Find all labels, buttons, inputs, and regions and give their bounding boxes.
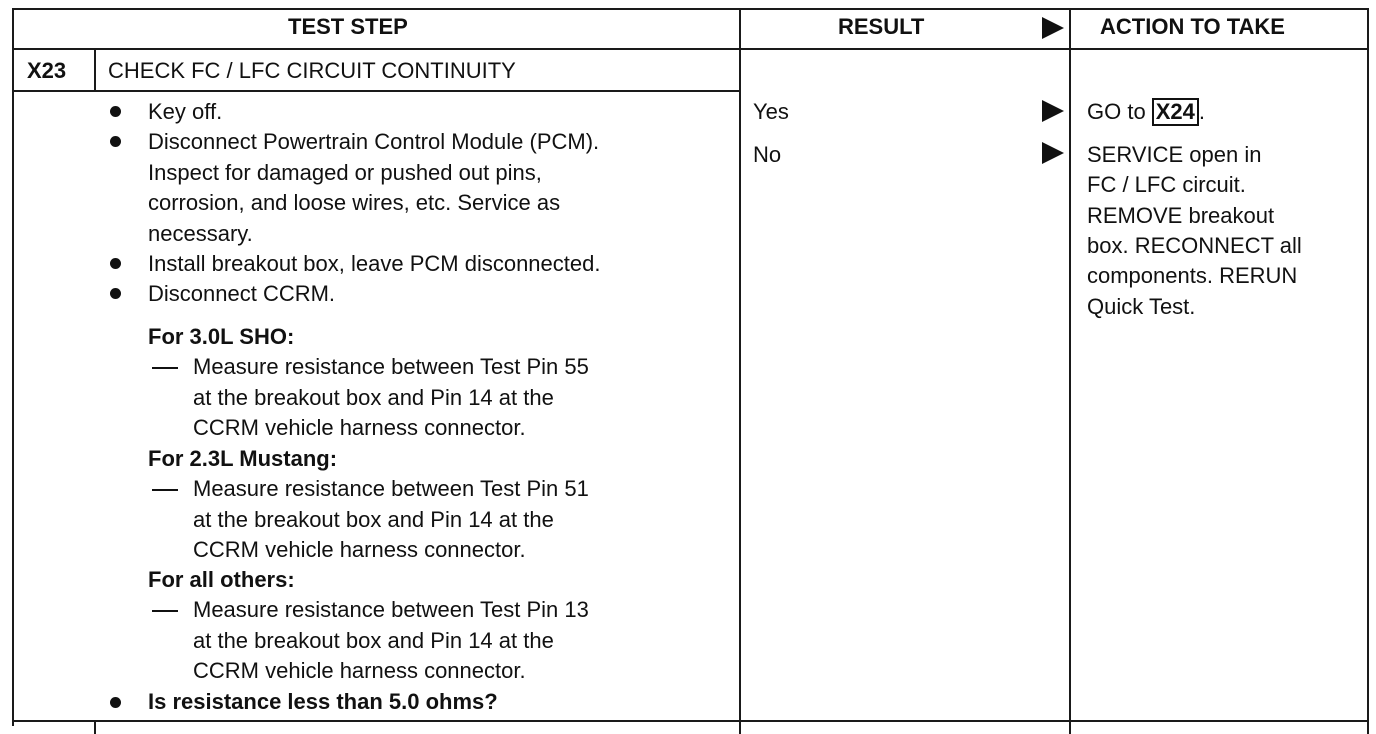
result-divider xyxy=(739,8,741,734)
mustang-line: at the breakout box and Pin 14 at the xyxy=(193,507,554,532)
result-yes: Yes xyxy=(753,99,789,124)
question: Is resistance less than 5.0 ohms? xyxy=(148,689,498,714)
action-no-line: Quick Test. xyxy=(1087,294,1196,319)
dash-icon xyxy=(152,367,178,369)
action-yes-prefix: GO to xyxy=(1087,99,1146,124)
bottom-rule xyxy=(12,720,1369,722)
action-yes xyxy=(1087,97,1205,127)
instruction-install-breakout: Install breakout box, leave PCM disconnected. xyxy=(148,251,601,276)
left-border xyxy=(12,8,14,726)
action-no-line: REMOVE breakout xyxy=(1087,203,1275,228)
action-no-line: box. RECONNECT all xyxy=(1087,233,1302,258)
sho-line: CCRM vehicle harness connector. xyxy=(193,415,526,440)
result-no: No xyxy=(753,142,782,167)
header-action: ACTION TO TAKE xyxy=(1100,14,1285,39)
step-code: X23 xyxy=(27,58,67,83)
instruction-key-off: Key off. xyxy=(148,99,223,124)
action-no-line: SERVICE open in xyxy=(1087,142,1262,167)
sho-line: at the breakout box and Pin 14 at the xyxy=(193,385,554,410)
bullet-icon xyxy=(110,106,121,117)
mustang-line: Measure resistance between Test Pin 51 xyxy=(193,476,589,501)
header-result: RESULT xyxy=(838,14,925,39)
step-link-x24[interactable]: X24 xyxy=(1152,98,1199,126)
mustang-line: CCRM vehicle harness connector. xyxy=(193,537,526,562)
code-divider xyxy=(94,48,96,92)
instruction-inspect-line: Inspect for damaged or pushed out pins, xyxy=(148,160,542,185)
header-test-step: TEST STEP xyxy=(288,14,408,39)
bullet-icon xyxy=(110,288,121,299)
result-arrow-icon xyxy=(1042,142,1064,164)
right-border xyxy=(1367,8,1369,734)
header-arrow-icon xyxy=(1042,17,1064,39)
mustang-heading: For 2.3L Mustang: xyxy=(148,446,338,471)
action-no-line: FC / LFC circuit. xyxy=(1087,172,1246,197)
instruction-inspect-line: corrosion, and loose wires, etc. Service as xyxy=(148,190,561,215)
step-title-rule xyxy=(12,90,740,92)
bullet-icon xyxy=(110,136,121,147)
step-title: CHECK FC / LFC CIRCUIT CONTINUITY xyxy=(108,58,516,83)
header-rule xyxy=(12,48,1369,50)
action-yes-suffix: . xyxy=(1198,99,1205,124)
dash-icon xyxy=(152,610,178,612)
instruction-disconnect-ccrm: Disconnect CCRM. xyxy=(148,281,336,306)
action-no-line: components. RERUN xyxy=(1087,263,1298,288)
sho-line: Measure resistance between Test Pin 55 xyxy=(193,354,589,379)
result-arrow-icon xyxy=(1042,100,1064,122)
instruction-disconnect-pcm: Disconnect Powertrain Control Module (PCM). xyxy=(148,129,600,154)
others-line: at the breakout box and Pin 14 at the xyxy=(193,628,554,653)
others-line: Measure resistance between Test Pin 13 xyxy=(193,597,589,622)
instruction-inspect-line: necessary. xyxy=(148,221,253,246)
dash-icon xyxy=(152,489,178,491)
code-divider-tick xyxy=(94,720,96,734)
action-divider xyxy=(1069,8,1071,734)
bullet-icon xyxy=(110,697,121,708)
bullet-icon xyxy=(110,258,121,269)
others-line: CCRM vehicle harness connector. xyxy=(193,658,526,683)
top-rule xyxy=(12,8,1369,10)
others-heading: For all others: xyxy=(148,567,295,592)
sho-heading: For 3.0L SHO: xyxy=(148,324,295,349)
